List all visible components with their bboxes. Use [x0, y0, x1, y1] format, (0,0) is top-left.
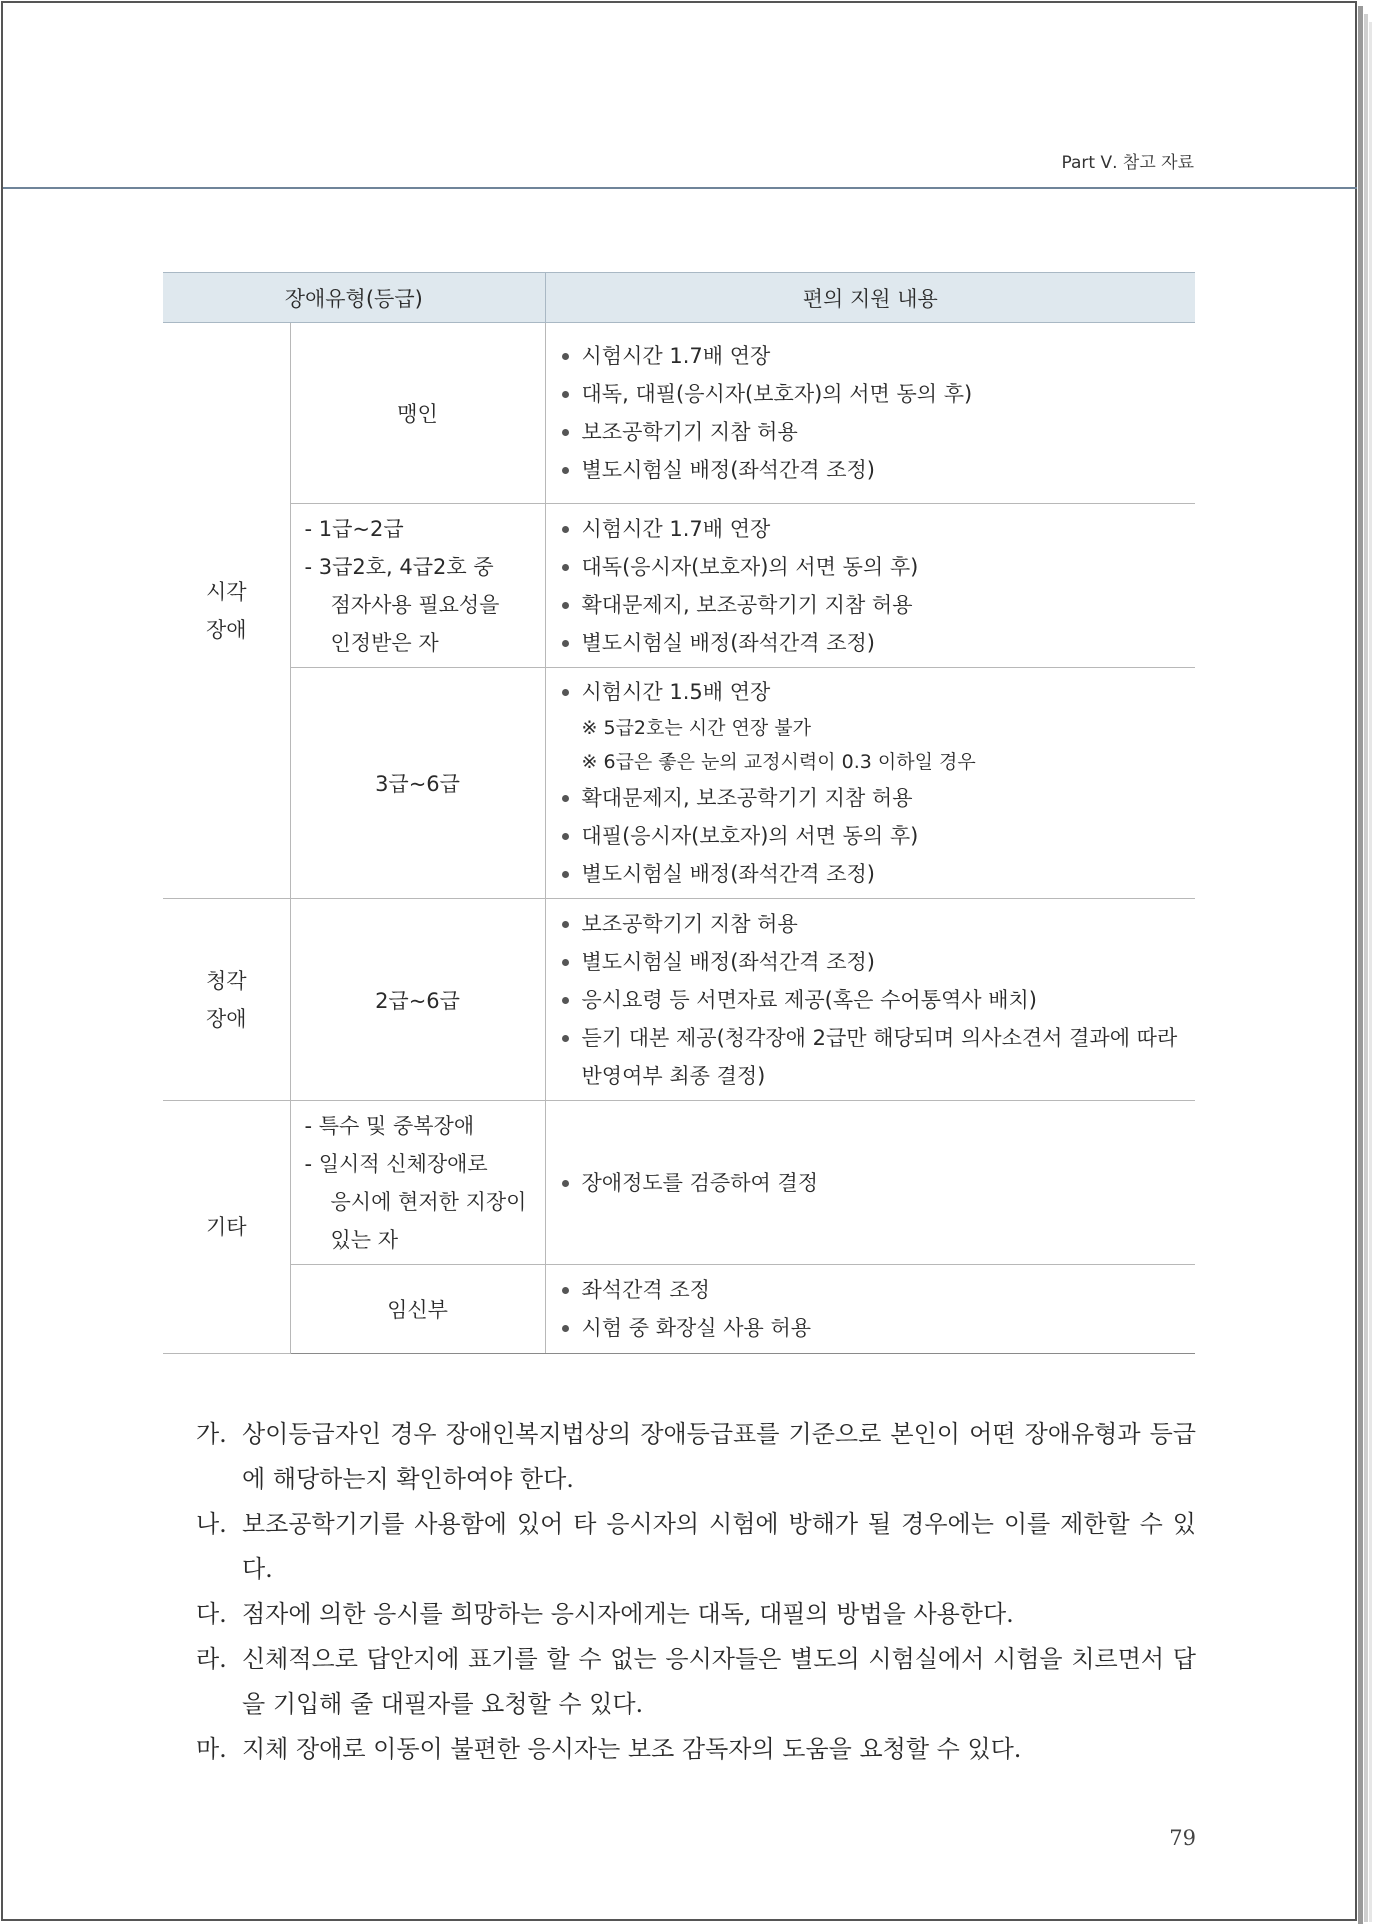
page-edge — [1364, 14, 1368, 1922]
table-row — [163, 1101, 1195, 1265]
table-row — [163, 504, 1195, 668]
support-item: 별도시험실 배정(좌석간격 조정) — [560, 943, 1196, 981]
category-label: 청각 장애 — [205, 968, 247, 1031]
support-item: 응시요령 등 서면자료 제공(혹은 수어통역사 배치) — [560, 981, 1196, 1019]
grade-label: - 특수 및 중복장애 — [304, 1113, 475, 1138]
support-item: 시험 중 화장실 사용 허용 — [560, 1309, 1196, 1347]
note-marker: 가. — [196, 1420, 227, 1448]
running-header: Part Ⅴ. 참고 자료 — [1061, 153, 1194, 173]
support-list — [560, 673, 1196, 893]
support-item: 보조공학기기 지참 허용 — [560, 413, 1196, 451]
support-item: 별도시험실 배정(좌석간격 조정) — [560, 855, 1196, 893]
header-rule — [3, 187, 1357, 189]
grade-label: - 3급2호, 4급2호 중 점자사용 필요성을 인정받은 자 — [304, 554, 500, 655]
table-header-row — [163, 273, 1195, 323]
support-cell — [545, 668, 1195, 899]
note-paragraph — [196, 1727, 1196, 1772]
note-marker: 라. — [196, 1645, 227, 1673]
header-support-content: 편의 지원 내용 — [545, 273, 1195, 323]
note-text: 상이등급자인 경우 장애인복지법상의 장애등급표를 기준으로 본인이 어떤 장애유형과 등급에 해당하는지 확인하여야 한다. — [242, 1420, 1196, 1493]
header-disability-type: 장애유형(등급) — [163, 273, 545, 323]
support-item: 듣기 대본 제공(청각장애 2급만 해당되며 의사소견서 결과에 따라 반영여부 최종 결정) — [560, 1019, 1196, 1095]
grade-label: 임신부 — [387, 1298, 448, 1322]
grade-label: - 일시적 신체장애로 응시에 현저한 지장이 있는 자 — [304, 1151, 527, 1252]
disability-support-table — [163, 272, 1195, 1354]
note-marker: 마. — [196, 1735, 227, 1763]
grade-label: 2급~6급 — [375, 988, 460, 1013]
support-list — [560, 510, 1196, 662]
note-text: 점자에 의한 응시를 희망하는 응시자에게는 대독, 대필의 방법을 사용한다. — [242, 1600, 1014, 1628]
note-paragraph — [196, 1502, 1196, 1592]
note-marker: 나. — [196, 1510, 227, 1538]
category-cell — [163, 899, 290, 1101]
grade-cell — [290, 323, 545, 504]
support-note: ※ 6급은 좋은 눈의 교정시력이 0.3 이하일 경우 — [581, 751, 976, 773]
support-list — [560, 1271, 1196, 1347]
support-cell — [545, 1265, 1195, 1354]
note-marker: 다. — [196, 1600, 227, 1628]
grade-label: - 1급~2급 — [304, 516, 404, 541]
support-item: 대독(응시자(보호자)의 서면 동의 후) — [560, 548, 1196, 586]
table-row — [163, 899, 1195, 1101]
support-item: 보조공학기기 지참 허용 — [560, 905, 1196, 943]
category-label: 기타 — [205, 1215, 247, 1239]
note-paragraph — [196, 1637, 1196, 1727]
page-edge — [1358, 6, 1363, 1924]
support-cell — [545, 323, 1195, 504]
support-item: 대필(응시자(보호자)의 서면 동의 후) — [560, 817, 1196, 855]
support-note: ※ 5급2호는 시간 연장 불가 — [581, 717, 811, 739]
support-item: 확대문제지, 보조공학기기 지참 허용 — [560, 586, 1196, 624]
note-text: 지체 장애로 이동이 불편한 응시자는 보조 감독자의 도움을 요청할 수 있다. — [242, 1735, 1022, 1763]
support-list — [560, 337, 1196, 489]
grade-cell — [290, 1101, 545, 1265]
grade-cell — [290, 899, 545, 1101]
support-list — [560, 905, 1196, 1095]
support-item: 별도시험실 배정(좌석간격 조정) — [560, 451, 1196, 489]
support-cell — [545, 899, 1195, 1101]
support-item: 별도시험실 배정(좌석간격 조정) — [560, 624, 1196, 662]
category-cell — [163, 323, 290, 899]
category-cell — [163, 1101, 290, 1354]
category-label: 시각 장애 — [205, 579, 247, 642]
support-cell — [545, 504, 1195, 668]
support-item: 시험시간 1.5배 연장 — [560, 673, 1196, 711]
table-row — [163, 1265, 1195, 1354]
note-paragraph — [196, 1412, 1196, 1502]
grade-cell — [290, 668, 545, 899]
support-item: 시험시간 1.7배 연장 — [560, 337, 1196, 375]
grade-cell — [290, 504, 545, 668]
grade-label: 맹인 — [397, 402, 438, 426]
note-text: 신체적으로 답안지에 표기를 할 수 없는 응시자들은 별도의 시험실에서 시험을 치르면서 답을 기입해 줄 대필자를 요청할 수 있다. — [242, 1645, 1196, 1718]
grade-cell — [290, 1265, 545, 1354]
support-cell — [545, 1101, 1195, 1265]
page-number: 79 — [1169, 1826, 1196, 1850]
support-item: 장애정도를 검증하여 결정 — [560, 1164, 1196, 1202]
notes-list — [196, 1412, 1196, 1772]
support-item: 대독, 대필(응시자(보호자)의 서면 동의 후) — [560, 375, 1196, 413]
page-edge — [1369, 22, 1372, 1922]
support-list — [560, 1164, 1196, 1202]
support-item: 확대문제지, 보조공학기기 지참 허용 — [560, 779, 1196, 817]
support-item: 좌석간격 조정 — [560, 1271, 1196, 1309]
note-paragraph — [196, 1592, 1196, 1637]
grade-label: 3급~6급 — [375, 772, 460, 796]
support-item: 시험시간 1.7배 연장 — [560, 510, 1196, 548]
table-row — [163, 323, 1195, 504]
table-row — [163, 668, 1195, 899]
note-text: 보조공학기기를 사용함에 있어 타 응시자의 시험에 방해가 될 경우에는 이를 제한할 수 있다. — [242, 1510, 1196, 1583]
